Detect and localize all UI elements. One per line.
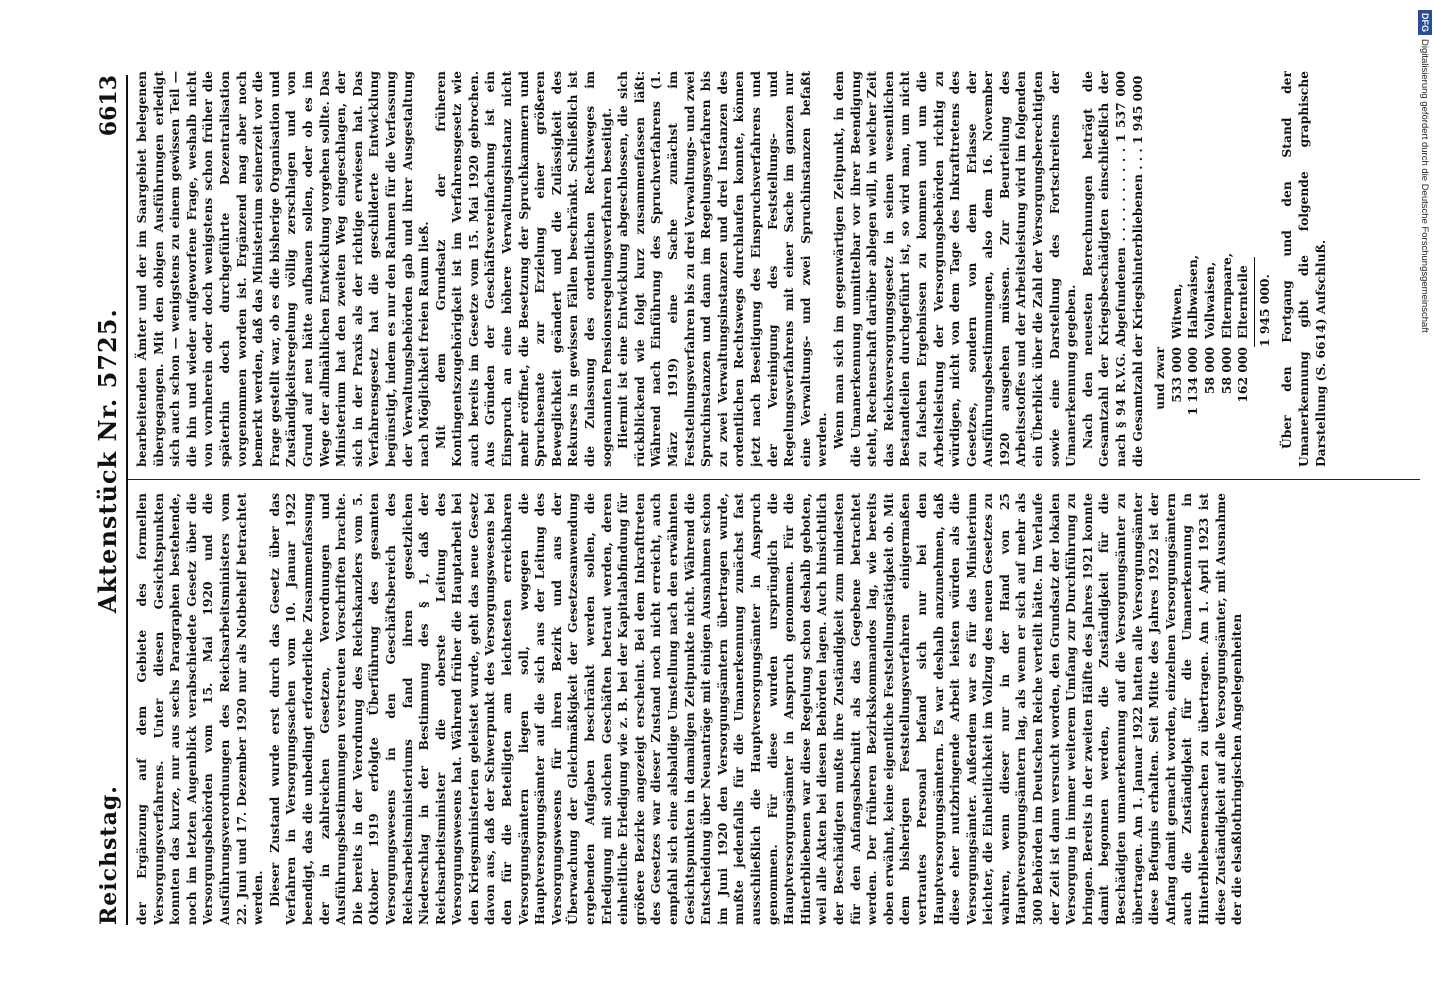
table-number: 162 000 <box>1235 347 1251 403</box>
document-page <box>50 65 1434 965</box>
table-row <box>1152 71 1169 467</box>
table-number: 58 000 <box>1202 347 1217 395</box>
survivors-table <box>1152 71 1273 467</box>
dfg-watermark <box>1418 10 1432 990</box>
page-number: 6613 <box>96 75 122 137</box>
paragraph: Nach den neuesten Berechnungen beträgt die Gesamtzahl der Kriegsbeschädigten einschließlich der nach § 94 R.V.G. Abgefundenen . . . . . . . . . . 1 537 000 die Gesamtzahl der Kriegshinterbliebenen . . . 1 945 000 <box>1079 71 1145 467</box>
column-divider <box>128 479 1420 480</box>
table-intro: und zwar <box>1152 347 1168 410</box>
table-label: Elternpaare, <box>1218 252 1234 339</box>
paragraph: Hiermit ist eine Entwicklung abgeschlossen, die sich rückblickend wie folgt kurz zusammenfassen läßt: Während nach Einführung des Spruchverfahrens (1. März 1919) eine Sache zunächst im Feststellungsverfahren bis zu drei Verwaltungs- und zwei Spruchinstanzen und dann im Regelungsverfahren bis zu zwei Verwaltungsinstanzen und drei Instanzen des ordentlichen Rechtswegs durchlaufen konnte, können jetzt nach Beseitigung des Einspruchsverfahrens und der Vereinigung des Feststellungs- und Regelungsverfahrens mit einer Sache im ganzen nur eine Verwaltungs- und zwei Spruchinstanzen befaßt werden. <box>615 71 830 467</box>
table-label: Halbwaisen, <box>1185 254 1201 339</box>
paragraph: Über den Fortgang und den Stand der Umanerkennung gibt die folgende graphische Darstellung (S. 6614) Aufschluß. <box>1279 71 1328 467</box>
table-number: 58 000 <box>1218 347 1234 395</box>
dfg-logo: DFG <box>1418 10 1432 35</box>
header-reichstag: Reichstag. <box>96 785 122 925</box>
table-total: 1 945 000. <box>1254 257 1274 347</box>
table-number: 1 134 000 <box>1185 347 1201 416</box>
table-row <box>1202 71 1219 467</box>
left-column <box>134 493 1420 925</box>
watermark-text: Digitalisierung gefördert durch die Deutsche Forschungsgemeinschaft <box>1419 39 1430 333</box>
table-label: Witwen, <box>1168 283 1184 339</box>
table-row <box>1219 71 1236 467</box>
paragraph: bearbeitenden Ämter und der im Saargebiet belegenen übergegangen. Mit den obigen Ausführungen erledigt sich auch schon — wenigstens zu einem gewissen Teil — die hin und wieder aufgeworfene Frage, weshalb nicht von vornherein oder doch wenigstens schon früher die späterhin doch durchgeführte Dezentralisation vorgenommen worden ist. Ergänzend mag aber noch bemerkt werden, daß das Ministerium seinerzeit vor die Frage gestellt war, ob es die bisherige Organisation und Zuständigkeitsregelung völlig zerschlagen und von Grund auf neu hätte aufbauen sollen, oder ob es im Wege der allmählichen Entwicklung vorgehen sollte. Das Ministerium hat den zweiten Weg eingeschlagen, der sich in der Praxis als der richtige erwiesen hat. Das Verfahrensgesetz hat die geschilderte Entwicklung begünstigt, indem es nur den Rahmen für die Verfassung der Verwaltungsbehörden gab und ihrer Ausgestaltung nach Möglichkeit freien Raum ließ. <box>134 71 432 467</box>
table-label: Elternteile <box>1235 265 1251 339</box>
page-header <box>80 75 128 925</box>
table-row <box>1235 71 1252 467</box>
header-document-number: Aktenstück Nr. 5725. <box>93 308 122 614</box>
paragraph: Mit dem Grundsatz der früheren Kontingentszugehörigkeit ist im Verfahrensgesetz wie auch bereits im Gesetze vom 15. Mai 1920 gebrochen. Aus Gründen der Geschäftsvereinfachung ist ein Einspruch an eine höhere Verwaltungsinstanz nicht mehr eröffnet, die Besetzung der Spruchkammern und Spruchsenate zur Erzielung einer größeren Beweglichkeit geändert und die Zulässigkeit des Rekurses in gewissen Fällen beschränkt. Schließlich ist die Zulassung des ordentlichen Rechtsweges im sogenannten Pensionsregelungsverfahren beseitigt. <box>432 71 614 467</box>
table-label: Vollwaisen, <box>1202 261 1217 339</box>
right-column <box>134 71 1420 467</box>
paragraph: Dieser Zustand wurde erst durch das Gesetz über das Verfahren in Versorgungssachen vom 10. Januar 1922 beendigt, das die unbedingt erforderliche Zusammenfassung der in zahlreichen Gesetzen, Verordnungen und Ausführungsbestimmungen verstreuten Vorschriften brachte. Die bereits in der Verordnung des Reichskanzlers vom 5. Oktober 1919 erfolgte Überführung des gesamten Versorgungswesens in den Geschäftsbereich des Reichsarbeitsministeriums fand ihren gesetzlichen Niederschlag in der Bestimmung des § 1, daß der Reichsarbeitsminister die oberste Leitung des Versorgungswesens hat. Während früher die Hauptarbeit bei den Kriegsministerien geleistet wurde, geht das neue Gesetz davon aus, daß der Schwerpunkt des Versorgungswesens bei den für die Beteiligten am leichtesten erreichbaren Versorgungsämtern liegen soll, wogegen die Hauptversorgungsämter auf die sich aus der Leitung des Versorgungswesens für ihren Bezirk und aus der Überwachung der Gleichmäßigkeit der Gesetzesanwendung ergebenden Aufgaben beschränkt werden sollen, die Erledigung mit solchen Geschäften betraut werden, deren einheitliche Erledigung wie z. B. bei der Kapitalabfindung für größere Bezirke angezeigt erscheint. Bei dem Inkrafttreten des Gesetzes war dieser Zustand noch nicht erreicht, auch empfahl sich eine alsbaldige Umstellung nach den erwähnten Gesichtspunkten in damaligen Zeitpunkte nicht. Während die Entscheidung über Neuanträge mit einigen Ausnahmen schon im Juni 1920 den Versorgungsämtern übertragen wurde, mußte jedenfalls für die Umanerkennung zunächst fast ausschließlich die Hauptversorgungsämter in Anspruch genommen. Für diese wurden ursprünglich die Hauptversorgungsämter in Anspruch genommen. Für die Hinterbliebenen war diese Regelung schon deshalb geboten, weil alle Akten bei diesen Behörden lagen. Auch hinsichtlich der Beschädigten mußte ihre Zuständigkeit zum mindesten für den Anfangsabschnitt als das Gegebene betrachtet werden. Der früheren Bezirkskommandos lag, wie bereits oben erwähnt, keine eigentliche Feststellungstätigkeit ob. Mit dem bisherigen Feststellungsverfahren einigermaßen vertrautes Personal befand sich nur bei den Hauptversorgungsämtern. Es war deshalb anzunehmen, daß diese eher nutzbringende Arbeit leisten würden als die Versorgungsämter. Außerdem war es für das Ministerium leichter, die Einheitlichkeit im Vollzug des neuen Gesetzes zu wahren, wenn dieser nur in der Hand von 25 Hauptversorgungsämtern lag, als wenn er sich auf mehr als 300 Behörden im Deutschen Reiche verteilt hätte. Im Verlaufe der Zeit ist dann versucht worden, den Grundsatz der lokalen Versorgung in immer weiterem Umfang zur Durchführung zu bringen. Bereits in der zweiten Hälfte des Jahres 1921 konnte damit begonnen werden, die Zuständigkeit für die Beschädigten umanerkennung auf die Versorgungsämter zu übertragen. Am 1. Januar 1922 hatten alle Versorgungsämter diese Befugnis erhalten. Seit Mitte des Jahres 1922 ist der Anfang damit gemacht worden, einzelnen Versorgungsämtern auch die Zuständigkeit für die Umanerkennung in Hinterbliebenensachen zu übertragen. Am 1. April 1923 ist diese Zuständigkeit auf alle Versorgungsämter, mit Ausnahme der die elsaßlothringischen Angelegenheiten <box>266 493 1245 925</box>
table-row <box>1169 71 1186 467</box>
paragraph: Wenn man sich im gegenwärtigen Zeitpunkt, in dem die Umanerkennung unmittelbar vor ihrer Beendigung steht, Rechenschaft darüber ablegen will, in welcher Zeit das Reichsversorgungsgesetz in seinen wesentlichen Bestandteilen durchgeführt ist, so wird man, um nicht zu falschen Ergebnissen zu kommen und um die Arbeitsleistung der Versorgungsbehörden richtig zu würdigen, nicht von dem Tage des Inkrafttretens des Gesetzes, sondern von dem Erlasse der Ausführungsbestimmungen, also dem 16. November 1920 ausgehen müssen. Zur Beurteilung des Arbeitsstoffes und der Arbeitsleistung wird im folgenden ein Überblick über die Zahl der Versorgungsberechtigten sowie eine Darstellung des Fortschreitens der Umanerkennung gegeben. <box>830 71 1079 467</box>
table-row <box>1185 71 1202 467</box>
table-number: 533 000 <box>1168 347 1184 403</box>
paragraph: der Ergänzung auf dem Gebiete des formellen Versorgungsverfahrens. Unter diesen Gesichtspunkten konnten das kurze, nur aus sechs Paragraphen bestehende, noch im letzten Augenblick verabschiedete Gesetz über die Versorgungsbehörden vom 15. Mai 1920 und die Ausführungsverordnungen des Reichsarbeitsministers vom 22. Juni und 17. Dezember 1920 nur als Notbehelf betrachtet werden. <box>134 493 266 925</box>
